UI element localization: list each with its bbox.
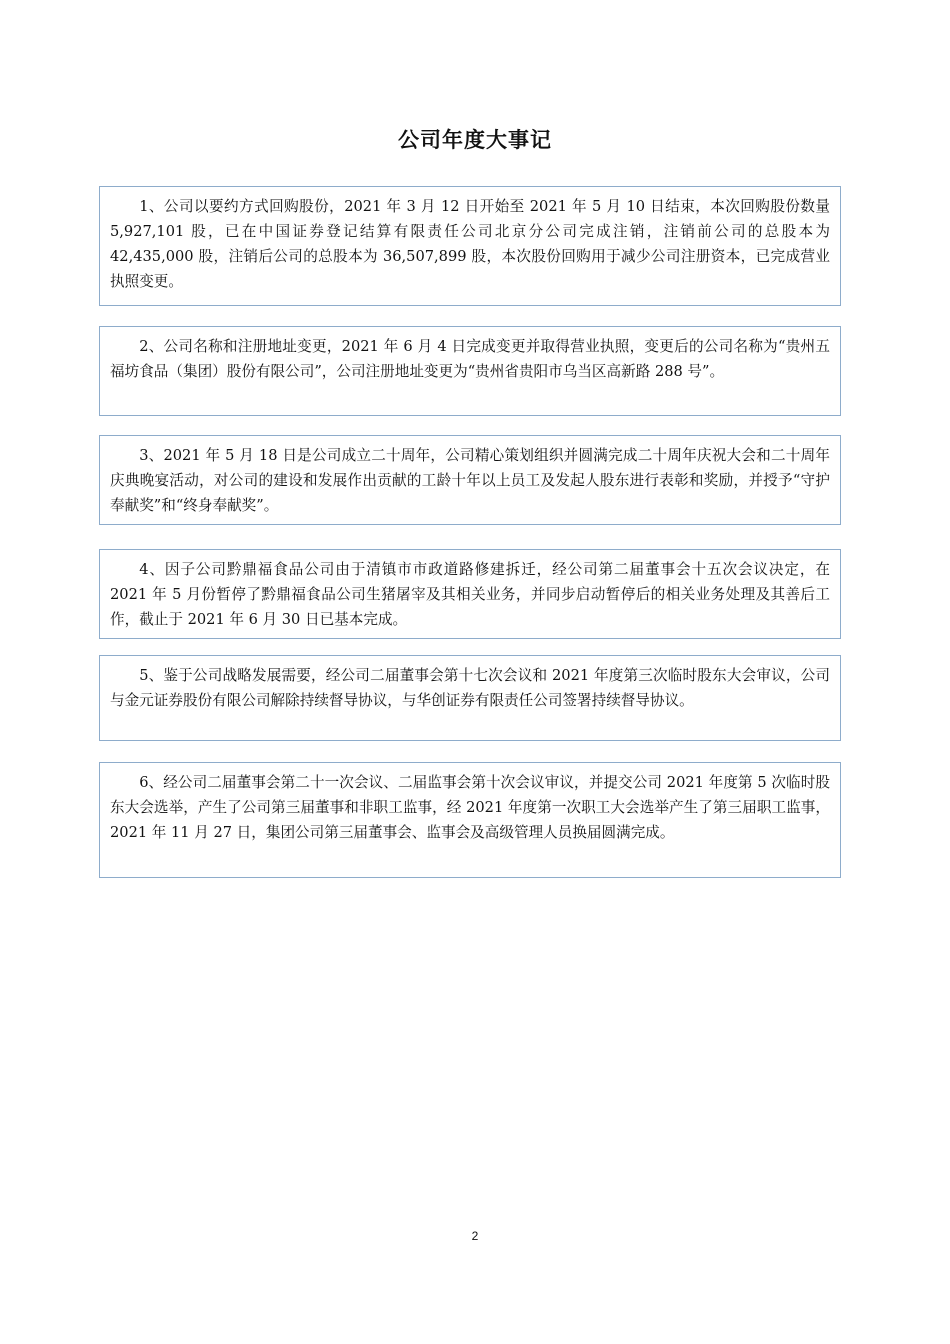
event-item-5 [99, 655, 841, 741]
event-text: 4、因子公司黔鼎福食品公司由于清镇市市政道路修建拆迁，经公司第二届董事会十五次会议决定，在 2021 年 5 月份暂停了黔鼎福食品公司生猪屠宰及其相关业务，并同步启动暂停后的相关业务处理及其善后工作，截止于 2021 年 6 月 30 日已基本完成。 [110, 561, 830, 628]
event-text: 2、公司名称和注册地址变更，2021 年 6 月 4 日完成变更并取得营业执照，变更后的公司名称为“贵州五福坊食品（集团）股份有限公司”，公司注册地址变更为“贵州省贵阳市乌当区高新路 288 号”。 [110, 338, 830, 380]
event-text: 1、公司以要约方式回购股份，2021 年 3 月 12 日开始至 2021 年 5 月 10 日结束，本次回购股份数量 5,927,101 股，已在中国证券登记结算有限责任公司北京分公司完成注销，注销前公司的总股本为 42,435,000 股，注销后公司的总股本为 36,507,899 股，本次股份回购用于减少公司注册资本，已完成营业执照变更。 [110, 198, 830, 290]
event-item-1 [99, 186, 841, 306]
page-title: 公司年度大事记 [398, 128, 552, 152]
event-item-3 [99, 435, 841, 525]
event-text: 5、鉴于公司战略发展需要，经公司二届董事会第十七次会议和 2021 年度第三次临时股东大会审议，公司与金元证券股份有限公司解除持续督导协议，与华创证券有限责任公司签署持续督导协议。 [110, 667, 830, 709]
event-text: 3、2021 年 5 月 18 日是公司成立二十周年，公司精心策划组织并圆满完成二十周年庆祝大会和二十周年庆典晚宴活动，对公司的建设和发展作出贡献的工龄十年以上员工及发起人股东进行表彰和奖励，并授予“守护奉献奖”和“终身奉献奖”。 [110, 447, 830, 514]
event-text: 6、经公司二届董事会第二十一次会议、二届监事会第十次会议审议，并提交公司 2021 年度第 5 次临时股东大会选举，产生了公司第三届董事和非职工监事，经 2021 年度第一次职工大会选举产生了第三届职工监事，2021 年 11 月 27 日，集团公司第三届董事会、监事会及高级管理人员换届圆满完成。 [110, 774, 830, 841]
event-item-2 [99, 326, 841, 416]
event-item-6 [99, 762, 841, 878]
event-item-4 [99, 549, 841, 639]
page-number: 2 [471, 1229, 479, 1243]
